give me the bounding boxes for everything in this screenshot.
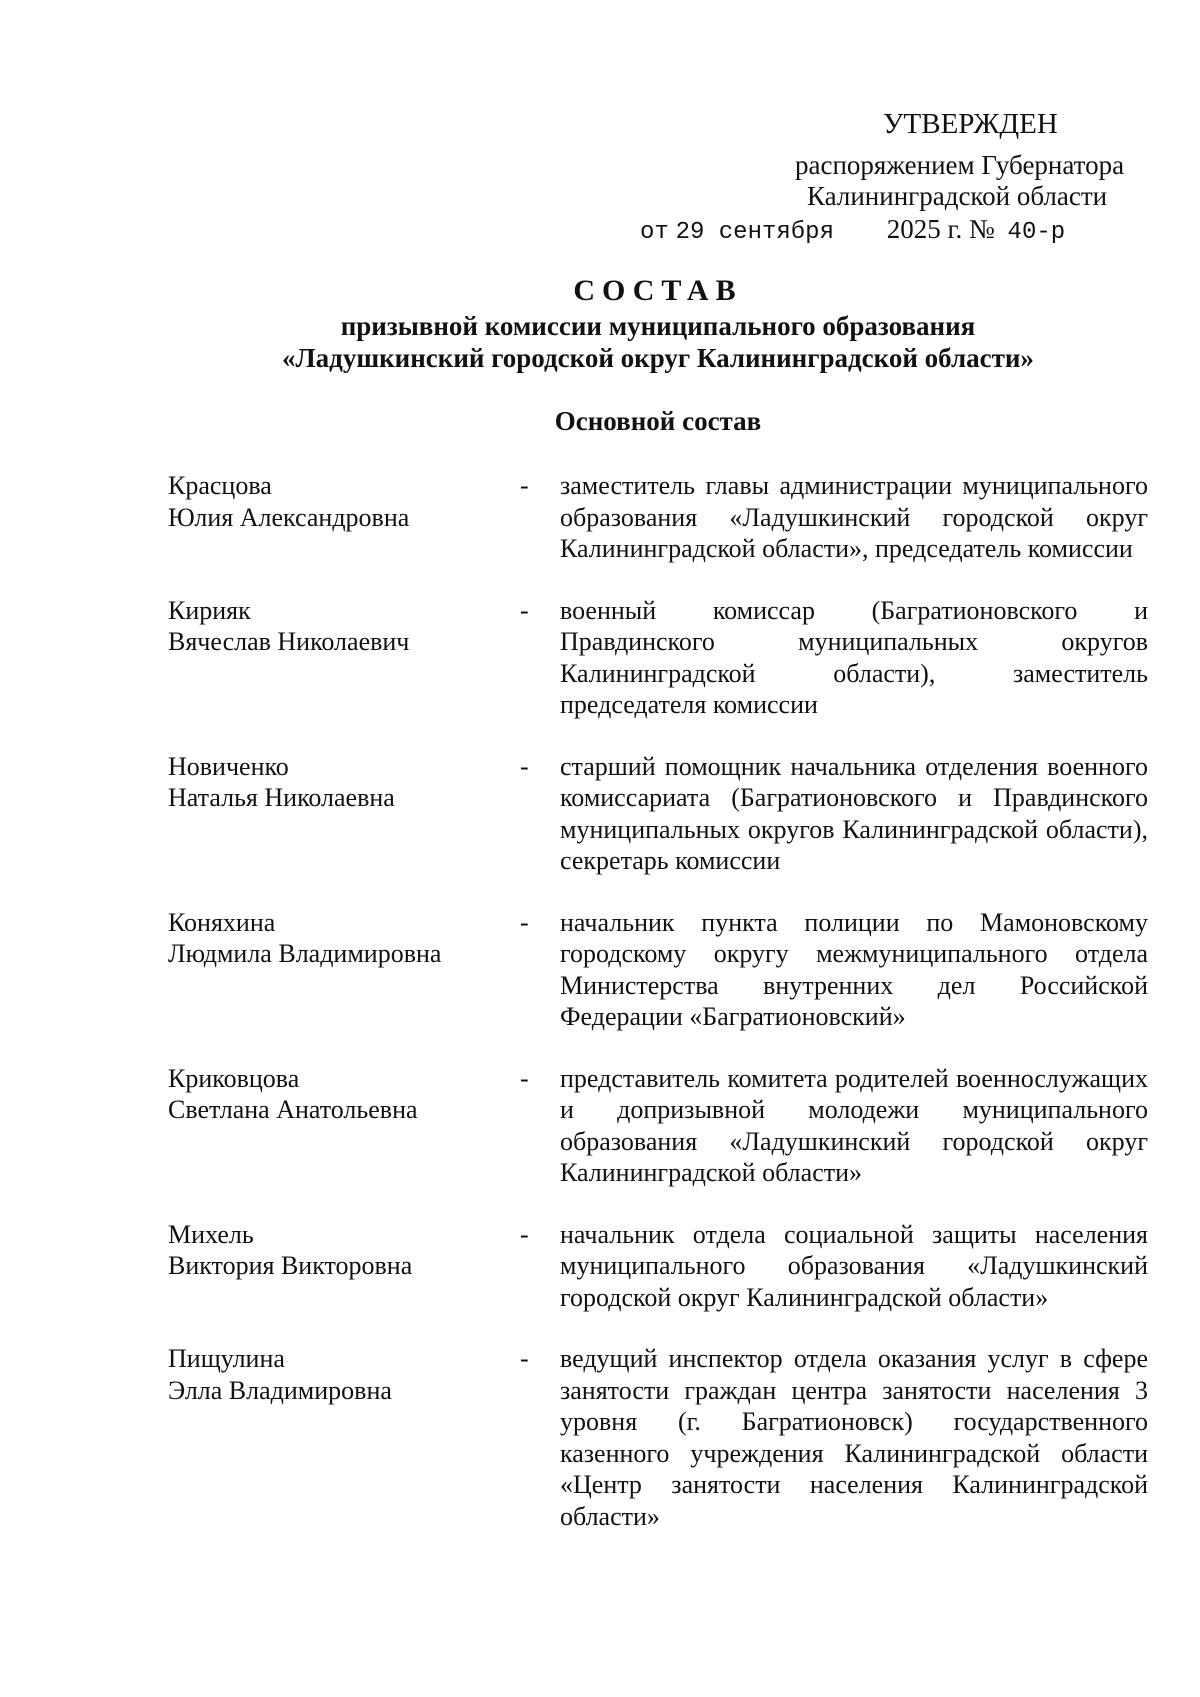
member-name: Михель Виктория Викторовна [168,1219,413,1280]
approval-authority: распоряжением Губернатора [795,150,1125,180]
member-name: Пищулина Элла Владимировна [168,1344,392,1405]
approval-title: УТВЕРЖДЕН [883,108,1058,140]
document-subtitle-line-2: «Ладушкинский городской округ Калининградской области» [282,343,1034,373]
member-dash: - [520,595,529,625]
member-name: Кирияк Вячеслав Николаевич [168,595,410,656]
member-entry [168,595,1148,721]
member-name: Новиченко Наталья Николаевна [168,751,395,812]
member-role: начальник пункта полиции по Мамоновскому городскому округу межмуниципального отдела Министерства внутренних дел Российской Федерации «Багратионовский» [560,907,1148,1031]
section-heading: Основной состав [554,406,762,436]
member-entry [168,1343,1148,1532]
member-role: начальник отдела социальной защиты населения муниципального образования «Ладушкинский городской округ Калининградской области» [560,1219,1148,1312]
member-dash: - [520,1344,529,1373]
member-role: старший помощник начальника отделения военного комиссариата (Багратионовского и Правдинского муниципальных округов Калининградской области), секретарь комиссии [560,751,1148,875]
member-role: ведущий инспектор отдела оказания услуг в сфере занятости граждан центра занятости населения 3 уровня (г. Багратионовск) государственного казенного учреждения Калининградской области «Центр занятости населения Калининградской области» [560,1344,1148,1531]
member-role: заместитель главы администрации муниципального образования «Ладушкинский городской округ Калининградской области», председатель комиссии [560,471,1148,563]
member-entry [168,470,1148,565]
member-role: представитель комитета родителей военнослужащих и допризывной молодежи муниципального образования «Ладушкинский городской округ Калининградской области» [560,1063,1148,1187]
member-entry [168,907,1148,1033]
member-entry [168,751,1148,877]
member-entry [168,1219,1148,1314]
approval-block [0,108,1200,258]
approval-region: Калининградской области [807,181,1108,211]
member-dash: - [520,907,529,937]
member-name: Криковцова Светлана Анатольевна [168,1063,418,1124]
approval-date-line [640,213,1065,249]
approval-date-year: 2025 г. № [886,214,995,244]
approval-date-prefix: от [640,219,669,246]
approval-number: 40-р [1007,219,1066,246]
member-dash: - [520,1219,529,1249]
member-name: Коняхина Людмила Владимировна [168,907,442,968]
member-name: Красцова Юлия Александровна [168,471,410,532]
approval-date-day-month: 29 сентября [675,219,834,246]
member-dash: - [520,1063,529,1093]
members-list [168,470,1148,1562]
member-entry [168,1063,1148,1189]
member-role: военный комиссар (Багратионовского и Правдинского муниципальных округов Калининградской области), заместитель председателя комиссии [560,595,1148,719]
member-dash: - [520,471,529,500]
member-dash: - [520,751,529,781]
document-subtitle-line-1: призывной комиссии муниципального образования [340,311,976,341]
document-title: СОСТАВ [573,274,743,307]
